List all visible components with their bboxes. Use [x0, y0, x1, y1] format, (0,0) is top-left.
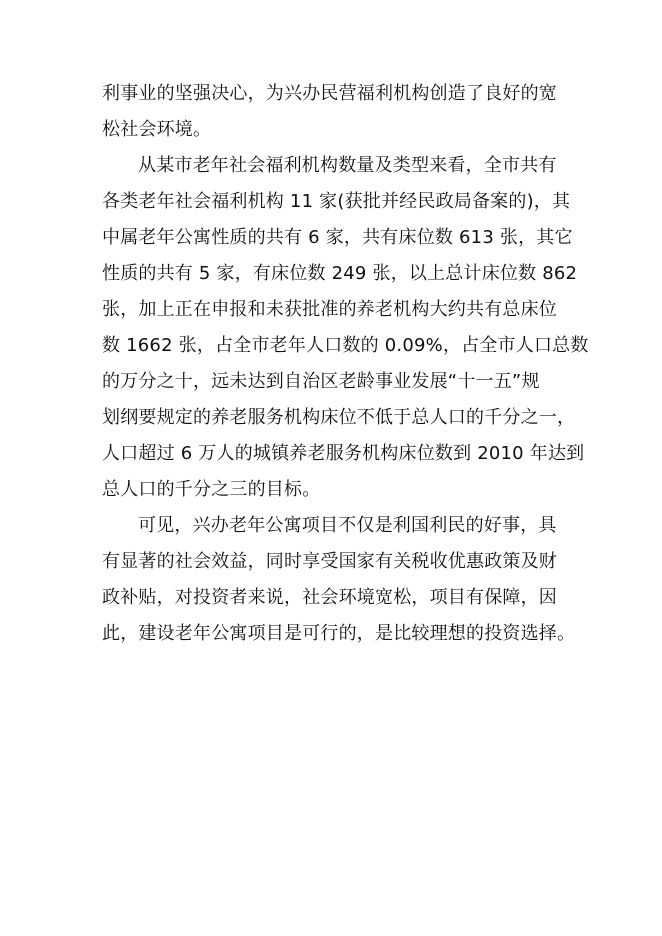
paragraph-2-line-1: 从某市老年社会福利机构数量及类型来看，全市共有	[138, 155, 557, 176]
paragraph-3-line-4: 此，建设老年公寓项目是可行的，是比较理想的投资选择。	[102, 623, 576, 644]
paragraph-2-line-4: 性质的共有 5 家，有床位数 249 张，以上总计床位数 862	[102, 263, 578, 284]
paragraph-2-line-3: 中属老年公寓性质的共有 6 家，共有床位数 613 张，其它	[102, 227, 573, 248]
paragraph-2-line-9: 人口超过 6 万人的城镇养老服务机构床位数到 2010 年达到	[102, 443, 585, 464]
paragraph-2-line-7: 的万分之十，远未达到自治区老龄事业发展“十一五”规	[102, 371, 540, 392]
paragraph-2-line-6: 数 1662 张，占全市老年人口数的 0.09%，占全市人口总数	[102, 335, 589, 356]
paragraph-1-line-2: 松社会环境。	[102, 119, 212, 140]
paragraph-2-line-2: 各类老年社会福利机构 11 家(获批并经民政局备案的)，其	[102, 191, 571, 212]
paragraph-3-line-2: 有显著的社会效益，同时享受国家有关税收优惠政策及财	[102, 551, 557, 572]
paragraph-2-line-10: 总人口的千分之三的目标。	[102, 479, 321, 500]
paragraph-3-line-3: 政补贴，对投资者来说，社会环境宽松，项目有保障，因	[102, 587, 557, 608]
paragraph-2-line-5: 张，加上正在申报和未获批准的养老机构大约共有总床位	[102, 299, 557, 320]
paragraph-1-line-1: 利事业的坚强决心，为兴办民营福利机构创造了良好的宽	[102, 83, 557, 104]
paragraph-2-line-8: 划纲要规定的养老服务机构床位不低于总人口的千分之一，	[102, 407, 576, 428]
paragraph-3-line-1: 可见，兴办老年公寓项目不仅是利国利民的好事，具	[138, 515, 557, 536]
